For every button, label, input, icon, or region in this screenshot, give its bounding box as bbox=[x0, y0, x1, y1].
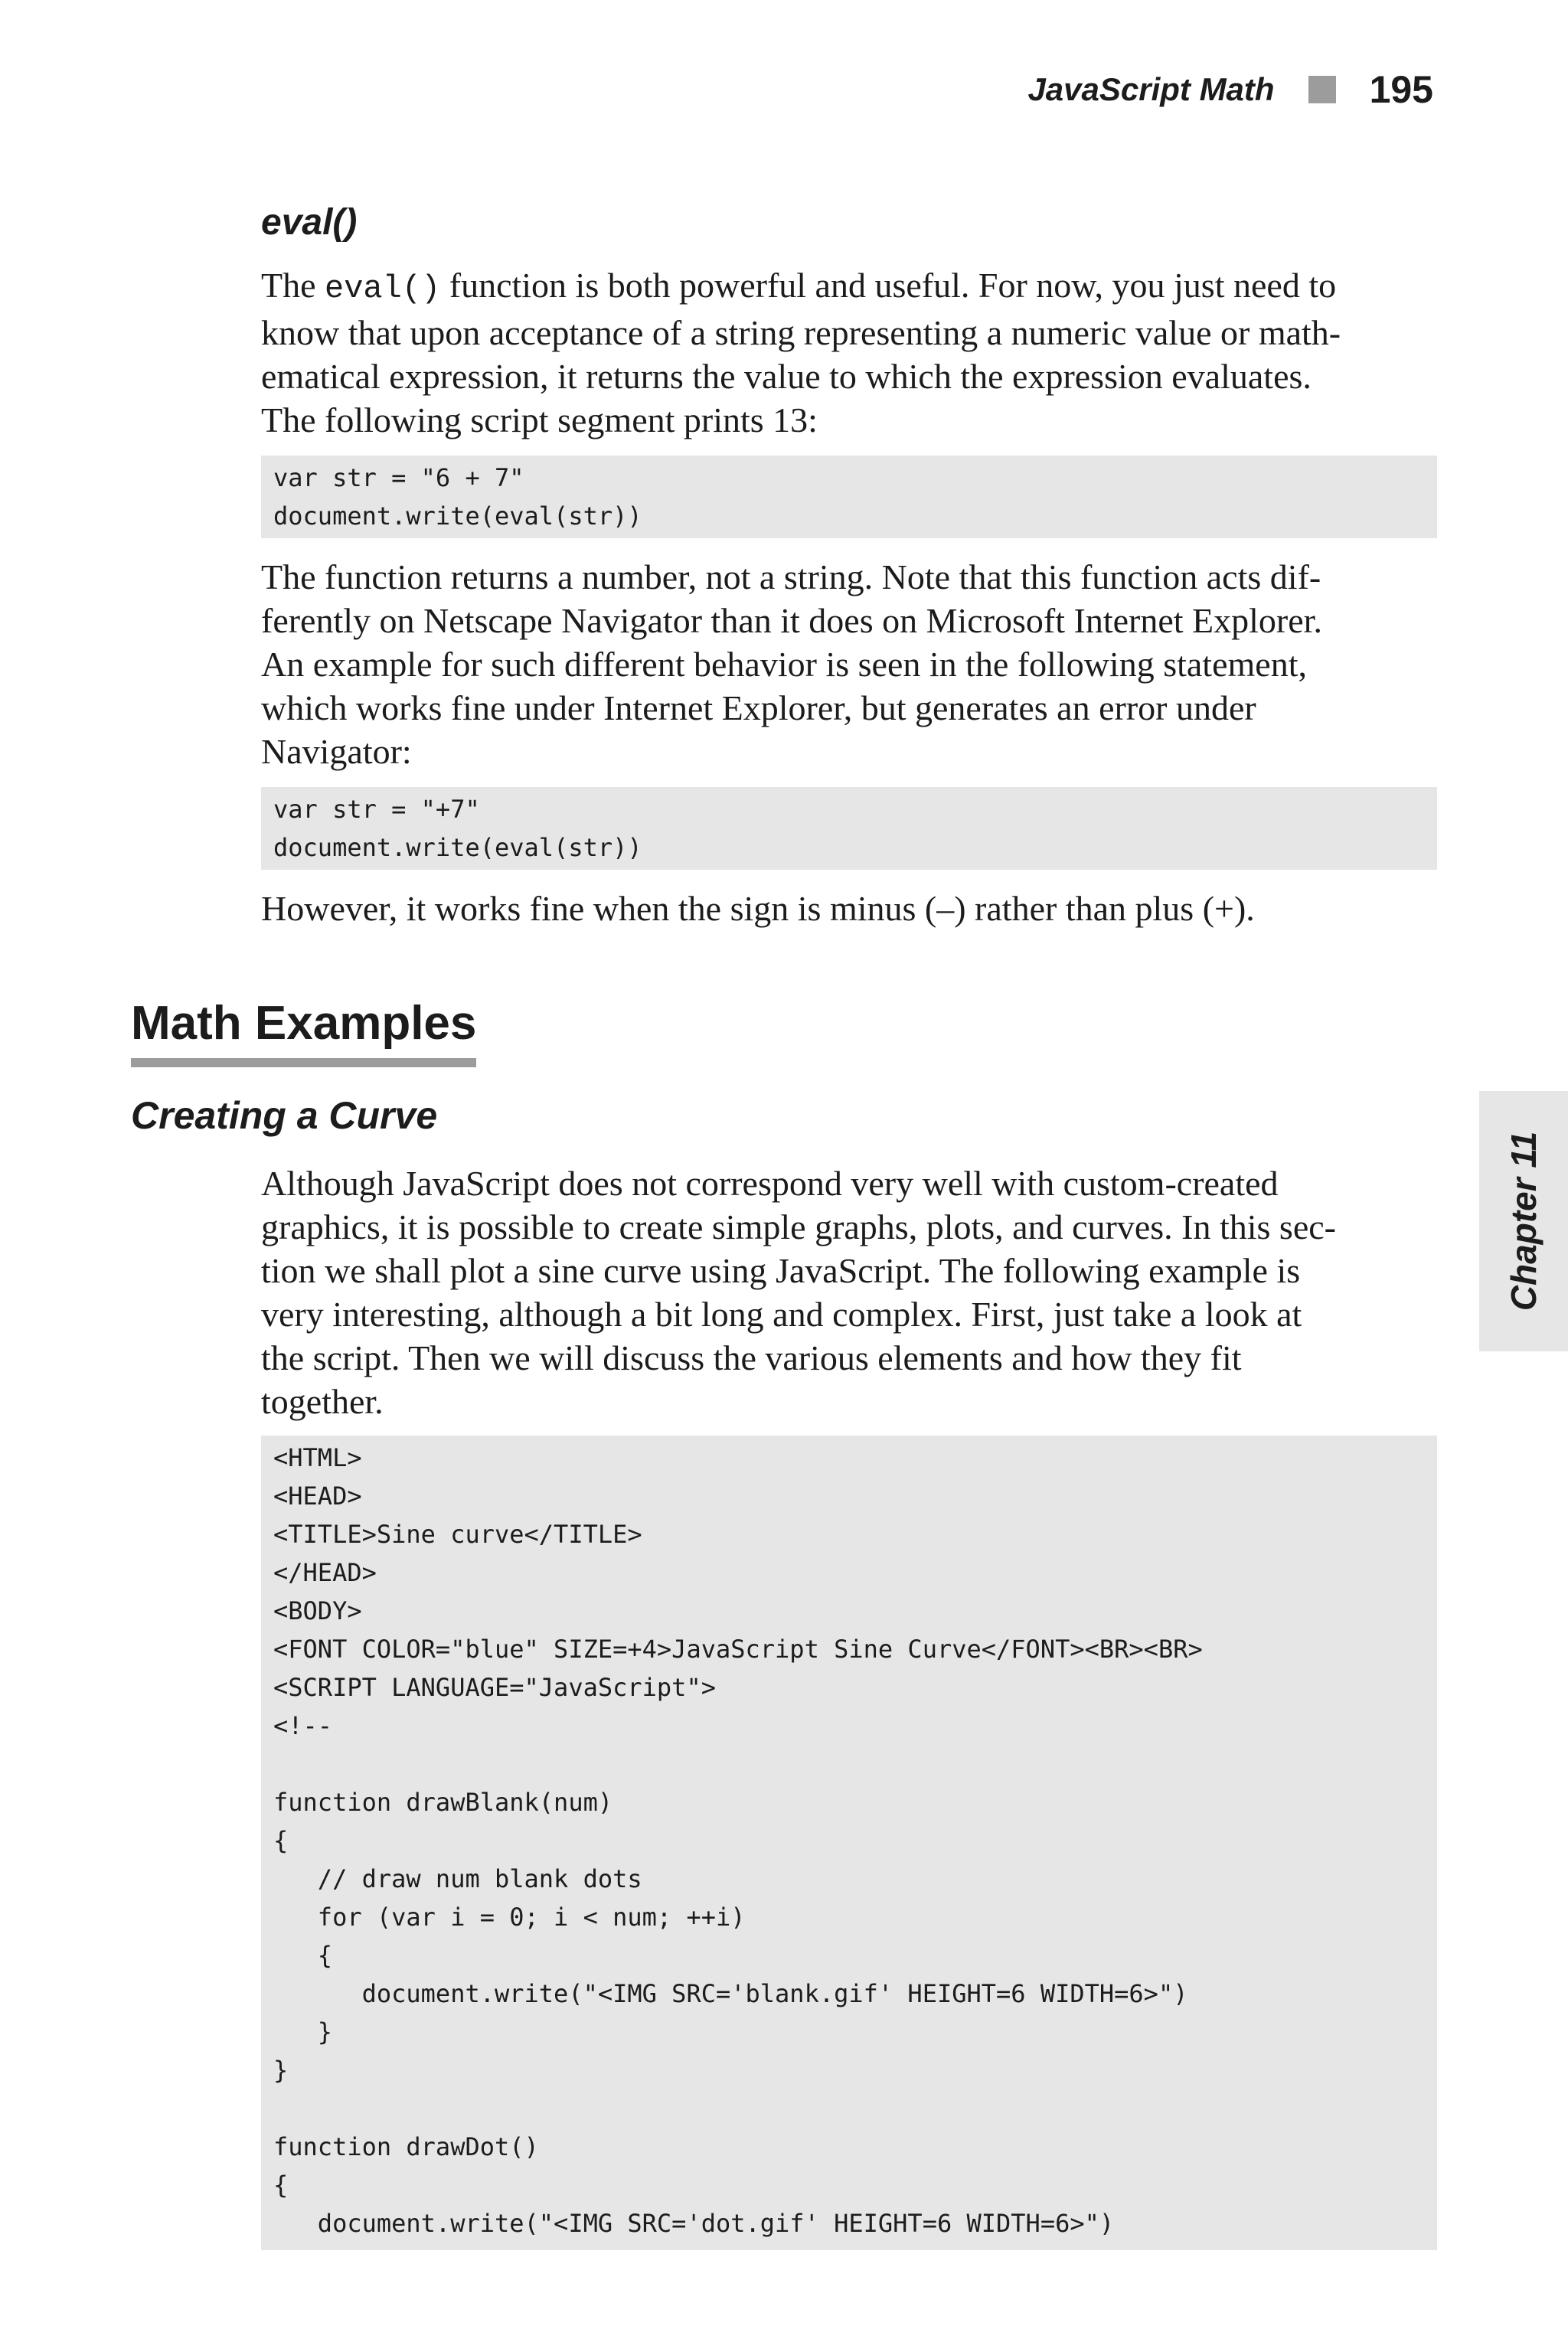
text-run: The following script segment prints 13: bbox=[261, 400, 818, 439]
paragraph-line: which works fine under Internet Explorer, but generates an error under bbox=[261, 688, 1256, 727]
running-title: JavaScript Math bbox=[1027, 71, 1275, 107]
code-line: { bbox=[273, 2171, 289, 2200]
code-line: { bbox=[273, 1826, 289, 1855]
code-line: } bbox=[273, 2017, 333, 2047]
paragraph-line bbox=[261, 311, 1437, 354]
eval-heading: eval() bbox=[261, 202, 358, 243]
curve-section bbox=[261, 1161, 1437, 2250]
paragraph-line: the script. Then we will discuss the various elements and how they fit bbox=[261, 1338, 1242, 1377]
text-run: ematical expression, it returns the value to which the expression evaluates. bbox=[261, 356, 1312, 396]
code-line: function drawDot() bbox=[273, 2132, 539, 2161]
code-line: <TITLE>Sine curve</TITLE> bbox=[273, 1520, 642, 1549]
paragraph-line: together. bbox=[261, 1382, 384, 1421]
code-line: { bbox=[273, 1941, 333, 1970]
code-line: // draw num blank dots bbox=[273, 1864, 642, 1893]
code-line: document.write(eval(str)) bbox=[273, 832, 642, 862]
paragraph-line bbox=[261, 398, 1437, 442]
paragraph-line: The function returns a number, not a string. Note that this function acts dif- bbox=[261, 557, 1321, 596]
paragraph-line: very interesting, although a bit long and complex. First, just take a look at bbox=[261, 1295, 1302, 1334]
eval-paragraph-3 bbox=[261, 887, 1437, 930]
code-line: <!-- bbox=[273, 1711, 333, 1740]
code-line: document.write(eval(str)) bbox=[273, 501, 642, 531]
code-line: <HTML> bbox=[273, 1443, 362, 1472]
paragraph-line: tion we shall plot a sine curve using JavaScript. The following example is bbox=[261, 1251, 1301, 1290]
paragraph-line bbox=[261, 354, 1437, 398]
paragraph-line: An example for such different behavior is seen in the following statement, bbox=[261, 644, 1307, 684]
eval-section bbox=[261, 201, 1437, 930]
code-line: <HEAD> bbox=[273, 1481, 362, 1511]
paragraph-line: ferently on Netscape Navigator than it does on Microsoft Internet Explorer. bbox=[261, 600, 1322, 640]
code-line: </HEAD> bbox=[273, 1558, 377, 1587]
code-line: } bbox=[273, 2056, 289, 2085]
text-run: function is both powerful and useful. For now, you just need to bbox=[440, 265, 1337, 305]
code-block-eval-1 bbox=[261, 456, 1437, 538]
paragraph-line: Although JavaScript does not correspond very well with custom-created bbox=[261, 1164, 1279, 1203]
code-line: document.write("<IMG SRC='blank.gif' HEIGHT=6 WIDTH=6>") bbox=[273, 1979, 1188, 2008]
code-line bbox=[273, 1745, 1425, 1783]
code-line: <BODY> bbox=[273, 1596, 362, 1625]
eval-paragraph-2 bbox=[261, 555, 1437, 773]
curve-paragraph bbox=[261, 1161, 1437, 1423]
code-line: document.write("<IMG SRC='dot.gif' HEIGHT=6 WIDTH=6>") bbox=[273, 2209, 1115, 2238]
text-run: know that upon acceptance of a string representing a numeric value or math- bbox=[261, 312, 1341, 352]
code-block-sine-curve bbox=[261, 1436, 1437, 2250]
math-examples-heading: Math Examples bbox=[131, 1000, 476, 1067]
text-run: The bbox=[261, 265, 325, 305]
code-line bbox=[273, 2089, 1425, 2128]
header-square-ornament bbox=[1308, 76, 1336, 103]
paragraph-line bbox=[261, 263, 1437, 311]
code-line: var str = "6 + 7" bbox=[273, 462, 524, 492]
paragraph-line: Navigator: bbox=[261, 731, 412, 771]
eval-paragraph-1 bbox=[261, 263, 1437, 442]
running-header bbox=[1027, 67, 1433, 112]
code-line: var str = "+7" bbox=[273, 794, 480, 824]
chapter-tab-label: Chapter 11 bbox=[1504, 1131, 1544, 1312]
code-line: <SCRIPT LANGUAGE="JavaScript"> bbox=[273, 1673, 716, 1702]
inline-code: eval() bbox=[325, 270, 441, 307]
code-line: function drawBlank(num) bbox=[273, 1788, 613, 1817]
creating-a-curve-heading: Creating a Curve bbox=[131, 1094, 438, 1137]
chapter-tab bbox=[1479, 1091, 1568, 1351]
code-line: <FONT COLOR="blue" SIZE=+4>JavaScript Sine Curve</FONT><BR><BR> bbox=[273, 1635, 1203, 1664]
code-block-eval-2 bbox=[261, 787, 1437, 870]
code-line: for (var i = 0; i < num; ++i) bbox=[273, 1903, 746, 1932]
paragraph-line: However, it works fine when the sign is minus (–) rather than plus (+). bbox=[261, 888, 1255, 928]
paragraph-line: graphics, it is possible to create simple graphs, plots, and curves. In this sec- bbox=[261, 1207, 1336, 1246]
page-number: 195 bbox=[1369, 68, 1433, 111]
